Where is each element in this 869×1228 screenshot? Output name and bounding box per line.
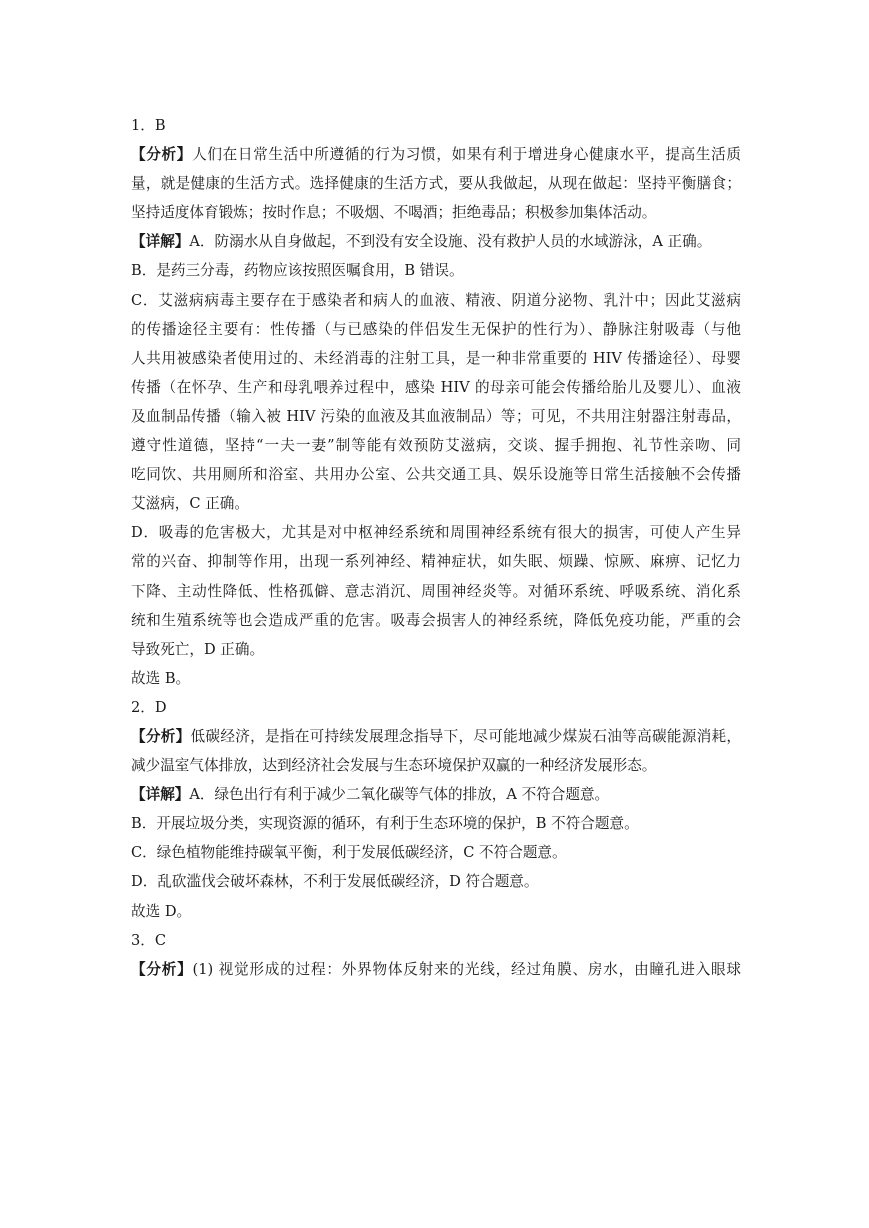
text-line xyxy=(131,227,741,256)
text-line xyxy=(131,635,741,664)
text-line xyxy=(131,402,741,431)
text-line xyxy=(131,955,741,984)
section-tag: 【详解】 xyxy=(131,233,190,251)
text-line xyxy=(131,606,741,635)
line-text: A．绿色出行有利于减少二氧化碳等气体的排放，A 不符合题意。 xyxy=(189,786,610,804)
line-text: 遵守性道德，坚持“一夫一妻”制等能有效预防艾滋病，交谈、握手拥抱、礼节性亲吻、同 xyxy=(131,437,741,455)
text-line xyxy=(131,460,741,489)
text-line xyxy=(131,926,741,955)
text-line xyxy=(131,286,741,315)
section-tag: 【详解】 xyxy=(131,786,190,804)
line-text: 的传播途径主要有：性传播（与已感染的伴侣发生无保护的性行为）、静脉注射吸毒（与他 xyxy=(131,320,741,338)
line-text: C．绿色植物能维持碳氧平衡，利于发展低碳经济，C 不符合题意。 xyxy=(131,844,567,862)
answer-explanation-text xyxy=(131,111,741,984)
text-line xyxy=(131,838,741,867)
text-line xyxy=(131,140,741,169)
line-text: 艾滋病，C 正确。 xyxy=(131,495,249,513)
text-line xyxy=(131,809,741,838)
section-tag: 【分析】 xyxy=(131,146,193,164)
text-line xyxy=(131,722,741,751)
text-line xyxy=(131,867,741,896)
text-line xyxy=(131,897,741,926)
text-line xyxy=(131,169,741,198)
line-text: 量，就是健康的生活方式。选择健康的生活方式，要从我做起，从现在做起：坚持平衡膳食； xyxy=(131,175,741,193)
line-text: 统和生殖系统等也会造成严重的危害。吸毒会损害人的神经系统，降低免疫功能，严重的会 xyxy=(131,611,741,629)
line-text: 故选 B。 xyxy=(131,669,191,687)
text-line xyxy=(131,315,741,344)
text-line xyxy=(131,518,741,547)
text-line xyxy=(131,780,741,809)
text-line xyxy=(131,344,741,373)
line-text: 传播（在怀孕、生产和母乳喂养过程中，感染 HIV 的母亲可能会传播给胎儿及婴儿）、血液 xyxy=(131,378,741,396)
line-text: D．吸毒的危害极大，尤其是对中枢神经系统和周围神经系统有很大的损害，可使人产生异 xyxy=(131,524,741,542)
text-line xyxy=(131,693,741,722)
text-line xyxy=(131,373,741,402)
text-line xyxy=(131,751,741,780)
section-tag: 【分析】 xyxy=(131,727,191,745)
line-text: 3．C xyxy=(131,931,167,949)
line-text: 坚持适度体育锻炼；按时作息；不吸烟、不喝酒；拒绝毒品；积极参加集体活动。 xyxy=(131,204,657,222)
line-text: 1．B xyxy=(131,117,166,134)
text-line xyxy=(131,431,741,460)
line-text: 2．D xyxy=(131,698,167,716)
text-line xyxy=(131,198,741,227)
line-text: 及血制品传播（输入被 HIV 污染的血液及其血液制品）等；可见，不共用注射器注射毒品， xyxy=(131,407,741,425)
line-text: 人们在日常生活中所遵循的行为习惯，如果有利于增进身心健康水平，提高生活质 xyxy=(192,146,741,164)
text-line xyxy=(131,664,741,693)
line-text: B．开展垃圾分类，实现资源的循环，有利于生态环境的保护，B 不符合题意。 xyxy=(131,815,639,833)
line-text: C．艾滋病病毒主要存在于感染者和病人的血液、精液、阴道分泌物、乳汁中；因此艾滋病 xyxy=(131,291,741,309)
line-text: D．乱砍滥伐会破坏森林，不利于发展低碳经济，D 符合题意。 xyxy=(131,873,539,891)
line-text: B．是药三分毒，药物应该按照医嘱食用，B 错误。 xyxy=(131,262,464,280)
text-line xyxy=(131,489,741,518)
line-text: 常的兴奋、抑制等作用，出现一系列神经、精神症状，如失眠、烦躁、惊厥、麻痹、记忆力 xyxy=(131,553,741,571)
line-text: 导致死亡，D 正确。 xyxy=(131,640,265,658)
line-text: 低碳经济，是指在可持续发展理念指导下，尽可能地减少煤炭石油等高碳能源消耗， xyxy=(190,727,741,745)
line-text: 人共用被感染者使用过的、未经消毒的注射工具，是一种非常重要的 HIV 传播途径）、母婴 xyxy=(131,349,741,367)
text-line xyxy=(131,547,741,576)
section-tag: 【分析】 xyxy=(131,960,193,978)
text-line xyxy=(131,577,741,606)
text-line xyxy=(131,256,741,285)
line-text: (1) 视觉形成的过程：外界物体反射来的光线，经过角膜、房水，由瞳孔进入眼球 xyxy=(192,960,741,978)
line-text: 故选 D。 xyxy=(131,902,192,920)
line-text: A．防溺水从自身做起，不到没有安全设施、没有救护人员的水域游泳，A 正确。 xyxy=(189,233,712,251)
line-text: 吃同饮、共用厕所和浴室、共用办公室、公共交通工具、娱乐设施等日常生活接触不会传播 xyxy=(131,466,741,484)
line-text: 下降、主动性降低、性格孤僻、意志消沉、周围神经炎等。对循环系统、呼吸系统、消化系 xyxy=(131,582,741,600)
text-line xyxy=(131,111,741,140)
line-text: 减少温室气体排放，达到经济社会发展与生态环境保护双赢的一种经济发展形态。 xyxy=(131,757,657,775)
